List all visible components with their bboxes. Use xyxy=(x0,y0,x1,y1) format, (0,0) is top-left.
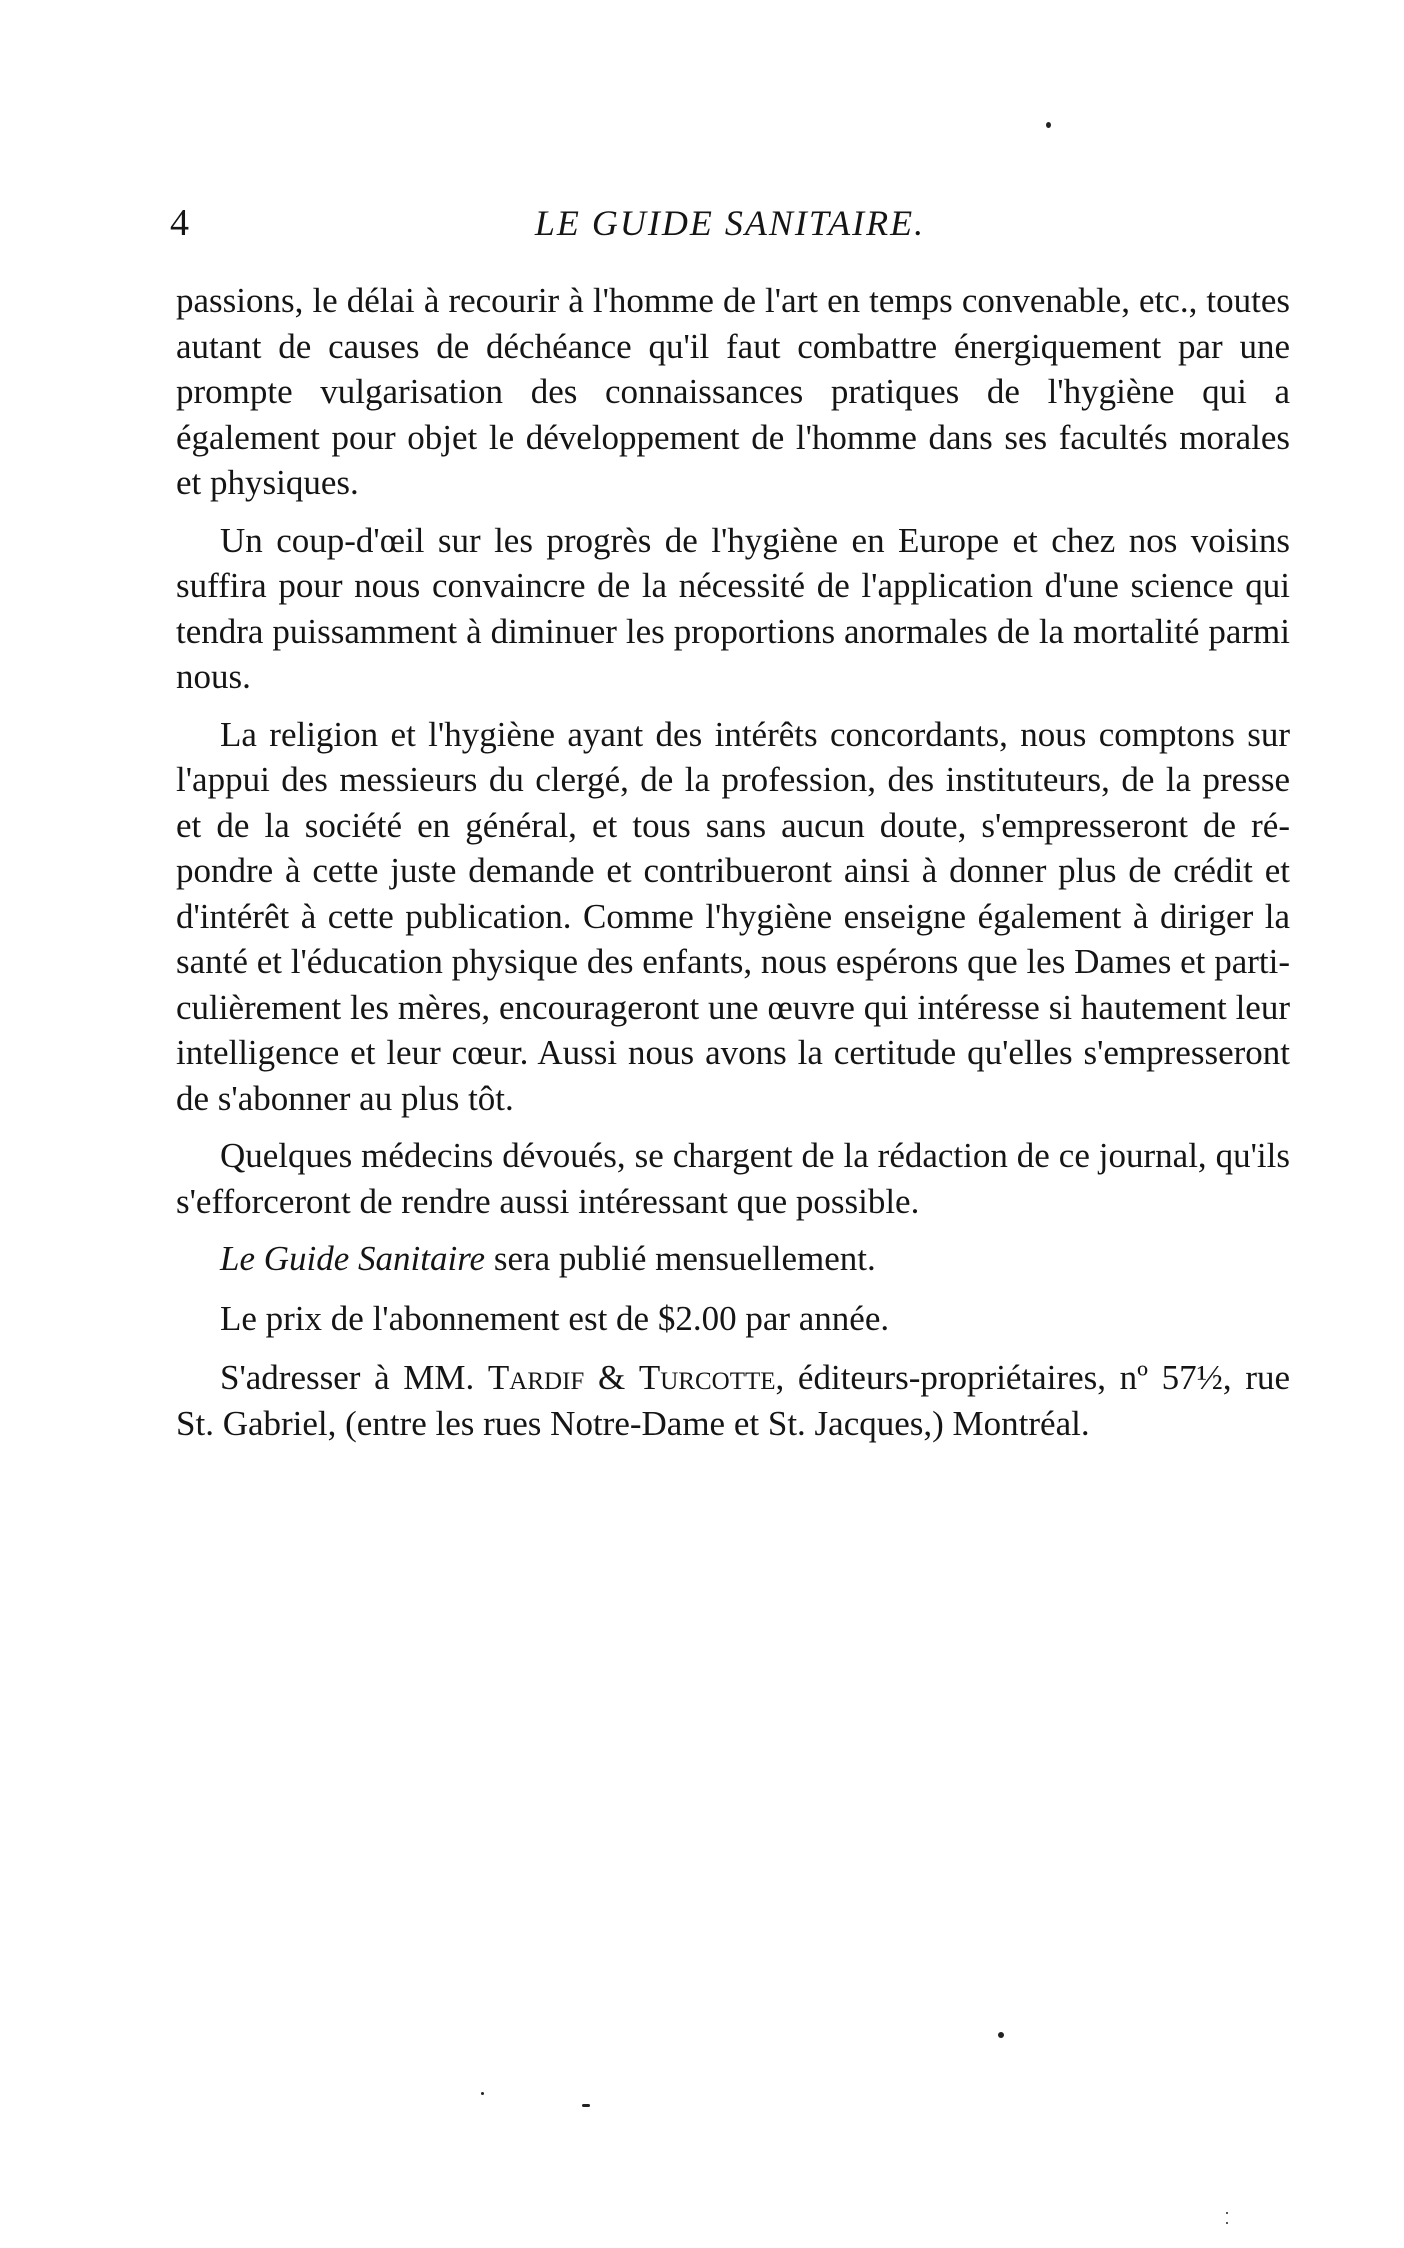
paragraph-editors: Quelques médecins dévoués, se chargent de la rédaction de ce journal, qu'ils s'efforceront de rendre aussi intéressant que possible. xyxy=(176,1136,1290,1221)
print-speck xyxy=(582,2104,590,2107)
print-speck xyxy=(481,2092,484,2095)
publisher-name-1: Tardif xyxy=(487,1358,585,1397)
paragraph-hygiene-europe: Un coup-d'œil sur les progrès de l'hygiène en Europe et chez nos voisins suffira pour nous convaincre de la nécessité de l'application d'une science qui tendra puissamment à diminuer les proportions anormales de la mortalité parmi nous. xyxy=(176,520,1290,696)
running-title: LE GUIDE SANITAIRE. xyxy=(534,203,926,243)
paragraph-continuation: passions, le délai à recourir à l'homme de l'art en temps convenable, etc., toutes autant de causes de déchéance qu'il faut combattre énergiquement par une prompte vulgarisation des connaissances pratiques de l'hygiène qui a également pour objet le développement de l'homme dans ses facultés morales et physiques. xyxy=(176,281,1290,502)
running-head xyxy=(170,198,1290,248)
paragraph-religion: La religion et l'hygiène ayant des intérêts concordants, nous comptons sur l'appui des messieurs du clergé, de la profession, des instituteurs, de la presse et de la société en général, et tous sans aucun doute, s'empresseront de répondre à cette juste demande et contribueront ainsi à donner plus de crédit et d'intérêt à cette publication. Comme l'hygiène enseigne également à diriger la santé et l'éducation physique des enfants, nous espérons que les Dames et particulièrement les mères, encourageront une œuvre qui intéresse si hautement leur intelligence et leur cœur. Aussi nous avons la certitude qu'elles s'empresseront de s'abonner au plus tôt. xyxy=(176,714,1290,1118)
print-speck xyxy=(998,2032,1004,2038)
paragraph-publication-frequency xyxy=(176,1236,1290,1282)
publisher-name-2: Turcotte xyxy=(638,1358,776,1397)
print-speck xyxy=(1046,122,1051,128)
ampersand: & xyxy=(584,1358,639,1397)
print-speck xyxy=(1226,2212,1228,2214)
print-speck xyxy=(1226,2222,1228,2224)
paragraph-address xyxy=(176,1355,1290,1446)
address-tail: , éditeurs-propriétaires, nº 57½, rue St. Gabriel, (entre les rues Notre-Dame et St. Jacques,) Montréal. xyxy=(176,1358,1291,1443)
paragraph-price: Le prix de l'abonnement est de $2.00 par année. xyxy=(220,1298,890,1338)
frequency-text: sera publié mensuellement. xyxy=(485,1239,876,1278)
address-lead: S'adresser à MM. xyxy=(220,1358,488,1397)
page-number: 4 xyxy=(170,202,189,244)
journal-title: Le Guide Sanitaire xyxy=(220,1239,486,1278)
body-text xyxy=(176,278,1290,1458)
